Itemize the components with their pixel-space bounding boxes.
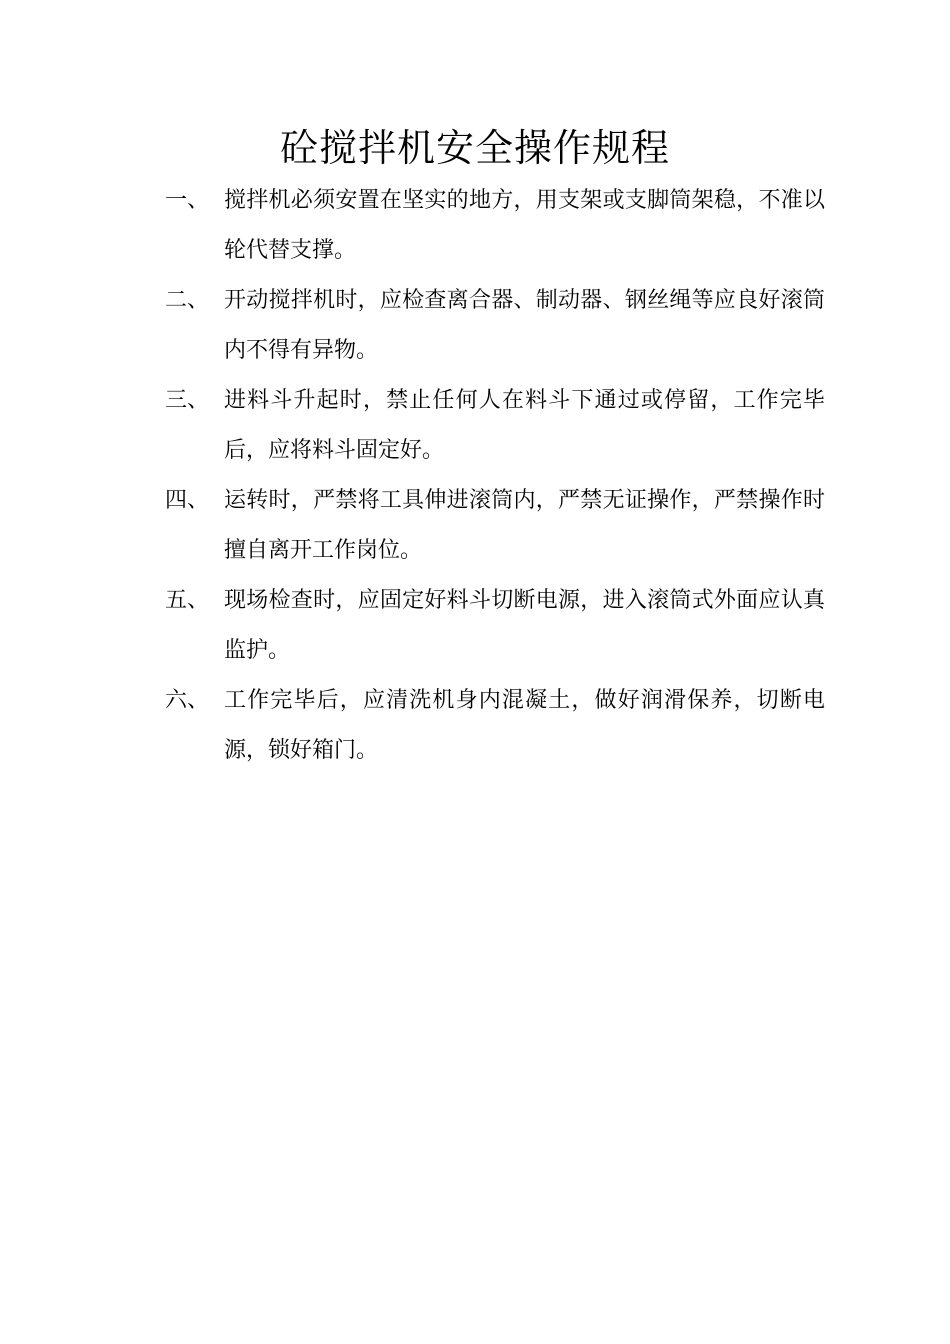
rule-item (165, 176, 825, 276)
rule-number: 四、 (165, 488, 210, 513)
rule-text: 现场检查时，应固定好料斗切断电源，进入滚筒式外面应认真监护。 (224, 588, 825, 663)
rule-text: 开动搅拌机时，应检查离合器、制动器、钢丝绳等应良好滚筒内不得有异物。 (224, 288, 825, 363)
rule-item (165, 576, 825, 676)
rule-number: 二、 (165, 288, 210, 313)
rule-number: 三、 (165, 388, 210, 413)
page-title: 砼搅拌机安全操作规程 (279, 126, 670, 170)
rule-number: 五、 (165, 588, 210, 613)
rule-item (165, 376, 825, 476)
rule-text: 工作完毕后，应清洗机身内混凝土，做好润滑保养，切断电源，锁好箱门。 (224, 688, 825, 763)
rules-list (165, 176, 825, 776)
rule-number: 一、 (165, 188, 210, 213)
rule-text: 搅拌机必须安置在坚实的地方，用支架或支脚筒架稳，不准以轮代替支撑。 (224, 188, 825, 263)
rule-text: 运转时，严禁将工具伸进滚筒内，严禁无证操作，严禁操作时擅自离开工作岗位。 (224, 488, 825, 563)
rule-item (165, 476, 825, 576)
rule-number: 六、 (165, 688, 210, 713)
rule-item (165, 276, 825, 376)
rule-text: 进料斗升起时，禁止任何人在料斗下通过或停留，工作完毕后，应将料斗固定好。 (224, 388, 825, 463)
rule-item (165, 676, 825, 776)
